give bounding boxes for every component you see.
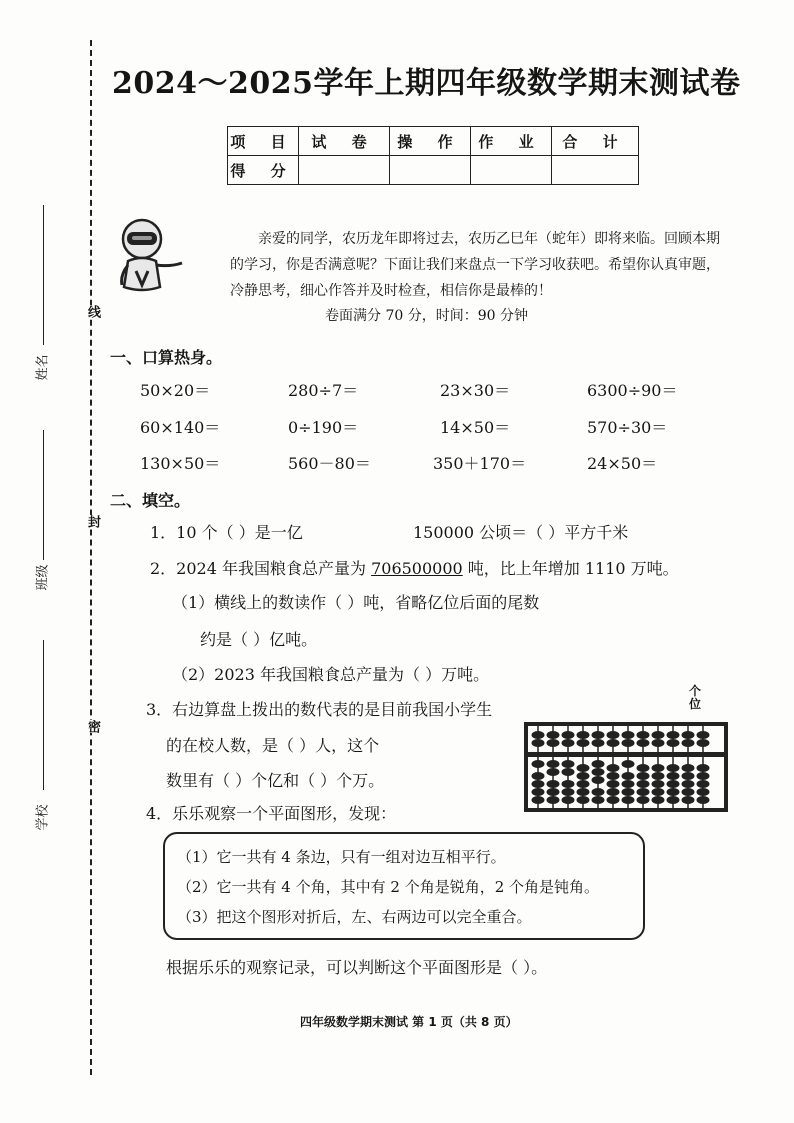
q4-observation-2: （2）它一共有 4 个角，其中有 2 个角是锐角，2 个角是钝角。 (177, 878, 600, 896)
exam-title: 2024～2025学年上期四年级数学期末测试卷 (112, 66, 741, 101)
calc-item: 130×50＝ (140, 454, 221, 473)
q4-observation-box (163, 832, 645, 940)
score-header-operation: 操 作 (390, 127, 471, 156)
score-header-paper: 试 卷 (299, 127, 390, 156)
calc-item: 570÷30＝ (587, 418, 668, 437)
q2-underlined-number: 706500000 (371, 559, 463, 578)
calc-item: 14×50＝ (440, 418, 511, 437)
abacus-ones-place-label: 个位 (688, 684, 701, 711)
name-fill-line[interactable] (43, 205, 44, 345)
intro-text: 亲爱的同学，农历龙年即将过去，农历乙巳年（蛇年）即将来临。回顾本期的学习，你是否满意呢？下面让我们来盘点一下学习收获吧。希望你认真审题，冷静思考，细心作答并及时检查，相信你是最棒的！ (230, 231, 720, 299)
q1-part-a: 1．10 个（ ）是一亿 (150, 523, 303, 542)
calc-item: 6300÷90＝ (587, 381, 678, 400)
score-cell-total[interactable] (552, 156, 639, 185)
abacus-image (524, 722, 728, 812)
calc-item: 60×140＝ (140, 418, 221, 437)
page-footer: 四年级数学期末测试 第 1 页（共 8 页） (300, 1015, 518, 1029)
q3-line3: 数里有（ ）个亿和（ ）个万。 (166, 771, 385, 790)
score-header-homework: 作 业 (471, 127, 552, 156)
q2-stem (150, 556, 679, 579)
score-header-item: 项 目 (228, 127, 299, 156)
q4-answer-line: 根据乐乐的观察记录，可以判断这个平面图形是（ ）。 (166, 958, 548, 977)
intro-paragraph (230, 226, 730, 304)
q2-sub1-line1: （1）横线上的数读作（ ）吨，省略亿位后面的尾数 (172, 593, 540, 612)
binding-char-secret: 密 (85, 720, 100, 733)
score-cell-homework[interactable] (471, 156, 552, 185)
calc-item: 350＋170＝ (433, 454, 527, 473)
calc-item: 560－80＝ (288, 454, 371, 473)
q2-sub2: （2）2023 年我国粮食总产量为（ ）万吨。 (172, 665, 490, 684)
score-header-total: 合 计 (552, 127, 639, 156)
q2-post: 吨，比上年增加 1110 万吨。 (462, 559, 679, 578)
robot-mascot-icon (110, 215, 190, 297)
score-row-label: 得 分 (228, 156, 299, 185)
q4-observation-1: （1）它一共有 4 条边，只有一组对边互相平行。 (177, 848, 506, 866)
score-cell-paper[interactable] (299, 156, 390, 185)
side-label-name: 姓名 (35, 354, 51, 381)
q1-part-b: 150000 公顷＝（ ）平方千米 (413, 523, 629, 542)
calc-item: 50×20＝ (140, 381, 211, 400)
q3-line1: 3．右边算盘上拨出的数代表的是目前我国小学生 (146, 700, 493, 719)
score-time-info: 卷面满分 70 分，时间：90 分钟 (325, 308, 528, 324)
section1-title: 一、口算热身。 (110, 348, 223, 367)
q4-title: 4．乐乐观察一个平面图形，发现： (146, 804, 397, 823)
score-cell-operation[interactable] (390, 156, 471, 185)
abacus-beads-icon (528, 726, 724, 808)
calc-item: 23×30＝ (440, 381, 511, 400)
section2-title: 二、填空。 (110, 491, 191, 510)
binding-char-line: 线 (85, 305, 100, 318)
calc-item: 280÷7＝ (288, 381, 359, 400)
q4-observation-3: （3）把这个图形对折后，左、右两边可以完全重合。 (177, 908, 532, 926)
q2-pre: 2．2024 年我国粮食总产量为 (150, 559, 372, 578)
school-fill-line[interactable] (43, 640, 44, 790)
side-label-class: 班级 (35, 564, 51, 591)
calc-item: 24×50＝ (587, 454, 658, 473)
side-label-school: 学校 (35, 804, 51, 831)
binding-dashed-line (90, 40, 92, 1075)
q2-sub1-line2: 约是（ ）亿吨。 (200, 630, 318, 649)
calc-item: 0÷190＝ (288, 418, 359, 437)
class-fill-line[interactable] (43, 430, 44, 560)
score-table (227, 126, 639, 185)
q3-line2: 的在校人数，是（ ）人，这个 (166, 736, 380, 755)
binding-char-seal: 封 (85, 515, 100, 528)
